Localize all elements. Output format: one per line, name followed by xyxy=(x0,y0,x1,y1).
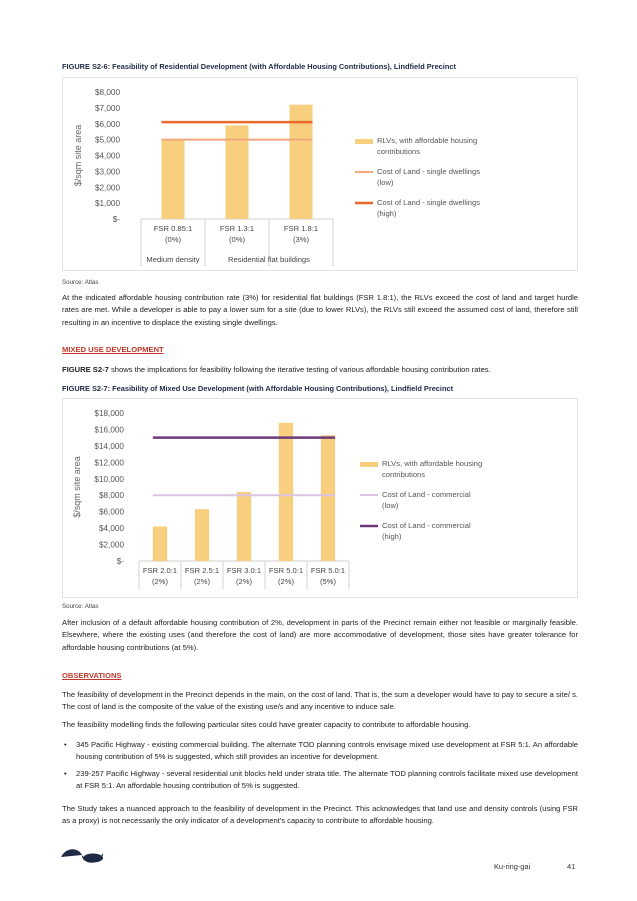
y-tick-label: $14,000 xyxy=(94,441,124,451)
x-tick-label: FSR 2.5:1 xyxy=(184,566,220,575)
y-tick-label: $2,000 xyxy=(98,540,124,550)
x-tick-label: FSR 2.0:1 xyxy=(142,566,178,575)
page-number: 41 xyxy=(567,862,576,871)
x-group-label: Medium density xyxy=(146,255,200,264)
y-tick-label: $- xyxy=(116,557,124,566)
y-tick-label: $4,000 xyxy=(94,151,120,161)
y-tick-label: $6,000 xyxy=(98,507,124,517)
legend-label: Cost of Land - commercial (high) xyxy=(382,521,471,541)
x-tick-label: (3%) xyxy=(292,235,310,244)
bullet-list xyxy=(62,739,578,796)
y-axis-label: $/sqm site area xyxy=(73,124,83,187)
y-tick-label: $16,000 xyxy=(94,425,124,435)
x-tick-label: FSR 1.8:1 xyxy=(283,224,319,233)
list-item: • 345 Pacific Highway - existing commercial building. The alternate TOD planning controls envisage mixed use development at FSR 5:1. An affordable housing contribution of 5% is suggested, which still provides an incentive for development. xyxy=(62,739,578,764)
logo xyxy=(60,846,104,864)
figure-title: FIGURE S2-7: Feasibility of Mixed Use Development (with Affordable Housing Contributions), Lindfield Precinct xyxy=(62,384,454,393)
legend-swatch xyxy=(355,139,373,144)
x-tick-label: (2%) xyxy=(235,577,253,586)
x-tick-label: (0%) xyxy=(228,235,246,244)
y-tick-label: $6,000 xyxy=(94,119,120,129)
x-tick-label: (2%) xyxy=(193,577,211,586)
section-heading: MIXED USE DEVELOPMENT xyxy=(62,345,164,354)
y-tick-label: $10,000 xyxy=(94,474,124,484)
bar xyxy=(195,509,209,561)
paragraph-text: shows the implications for feasibility following the iterative testing of various affordable housing contribution rates. xyxy=(108,365,491,374)
paragraph: At the indicated affordable housing contribution rate (3%) for residential flat buildings (FSR 1.8:1), the RLVs exceed the cost of land and target hurdle rates are met. While a developer is able to pay a lower sum for a site (due to lower RLVs), the RLVs still exceed the assumed cost of land, therefore still resulting in an incentive to displace the existing single dwellings. xyxy=(62,293,578,327)
chart-container xyxy=(62,77,578,271)
y-tick-label: $5,000 xyxy=(94,135,120,145)
figure-source: Source: Atlas xyxy=(62,603,99,610)
paragraph: After inclusion of a default affordable housing contribution of 2%, development in parts of the Precinct remain either not feasible or marginally feasible. Elsewhere, where the existing uses (and therefore the cost of land) are more accommodative of development, those sites have greater tolerance for affordable housing contributions (at 5%). xyxy=(62,618,578,652)
y-tick-label: $1,000 xyxy=(94,199,120,209)
logo-shape xyxy=(61,849,82,857)
legend-label: RLVs, with affordable housing contributions xyxy=(377,136,478,156)
y-tick-label: $2,000 xyxy=(94,183,120,193)
y-tick-label: $- xyxy=(112,215,120,224)
mixed-use-feasibility-chart xyxy=(63,399,577,597)
x-tick-label: FSR 5.0:1 xyxy=(310,566,346,575)
legend-label: Cost of Land - commercial (low) xyxy=(382,490,471,510)
x-tick-label: FSR 5.0:1 xyxy=(268,566,304,575)
legend-label: Cost of Land - single dwellings (high) xyxy=(377,198,480,218)
bar xyxy=(153,526,167,561)
footer-organisation: Ku-ring-gai xyxy=(494,862,531,871)
figure-reference: FIGURE S2-7 xyxy=(62,365,109,374)
x-tick-label: FSR 0.85:1 xyxy=(153,224,193,233)
y-tick-label: $3,000 xyxy=(94,167,120,177)
legend-label: Cost of Land - single dwellings (low) xyxy=(377,167,480,187)
logo-shape xyxy=(83,854,103,863)
y-tick-label: $8,000 xyxy=(98,491,124,501)
x-tick-label: (5%) xyxy=(319,577,337,586)
paragraph: The feasibility of development in the Precinct depends in the main, on the cost of land. That is, the sum a developer would have to pay to secure a site/ s. The cost of land is the composite of the value of the existing use/s and any incentive to induce sale. xyxy=(62,690,578,712)
figure-title: FIGURE S2-6: Feasibility of Residential Development (with Affordable Housing Contributions), Lindfield Precinct xyxy=(62,62,456,71)
figure-source: Source: Atlas xyxy=(62,279,99,286)
legend-swatch xyxy=(360,462,378,467)
chart-container xyxy=(62,398,578,598)
list-item: • 239-257 Pacific Highway - several residential unit blocks held under strata title. The alternate TOD planning controls facilitate mixed use development at FSR 5:1. An affordable housing contribution of 5% is suggested. xyxy=(62,768,578,793)
x-tick-label: FSR 3.0:1 xyxy=(226,566,262,575)
bar xyxy=(237,492,251,561)
bar xyxy=(321,435,335,561)
y-tick-label: $8,000 xyxy=(94,88,120,97)
x-tick-label: FSR 1.3:1 xyxy=(219,224,255,233)
residential-feasibility-chart xyxy=(63,78,577,270)
paragraph xyxy=(62,364,578,376)
bar xyxy=(279,423,293,561)
paragraph: The Study takes a nuanced approach to the feasibility of development in the Precinct. This acknowledges that land use and density controls (using FSR as a proxy) is not necessarily the only indicator of a development's capacity to contribute to affordable housing. xyxy=(62,804,578,826)
legend-label: RLVs, with affordable housing contributions xyxy=(382,459,483,479)
x-tick-label: (0%) xyxy=(164,235,182,244)
x-tick-label: (2%) xyxy=(151,577,169,586)
y-tick-label: $12,000 xyxy=(94,458,124,468)
x-group-label: Residential flat buildings xyxy=(228,255,310,264)
section-heading: OBSERVATIONS xyxy=(62,671,122,680)
y-tick-label: $4,000 xyxy=(98,524,124,534)
paragraph: The feasibility modelling finds the following particular sites could have greater capacity to contribute to affordable housing. xyxy=(62,720,471,729)
y-axis-label: $/sqm site area xyxy=(72,456,82,518)
x-tick-label: (2%) xyxy=(277,577,295,586)
y-tick-label: $7,000 xyxy=(94,103,120,113)
bar xyxy=(161,140,184,219)
y-tick-label: $18,000 xyxy=(94,409,124,418)
